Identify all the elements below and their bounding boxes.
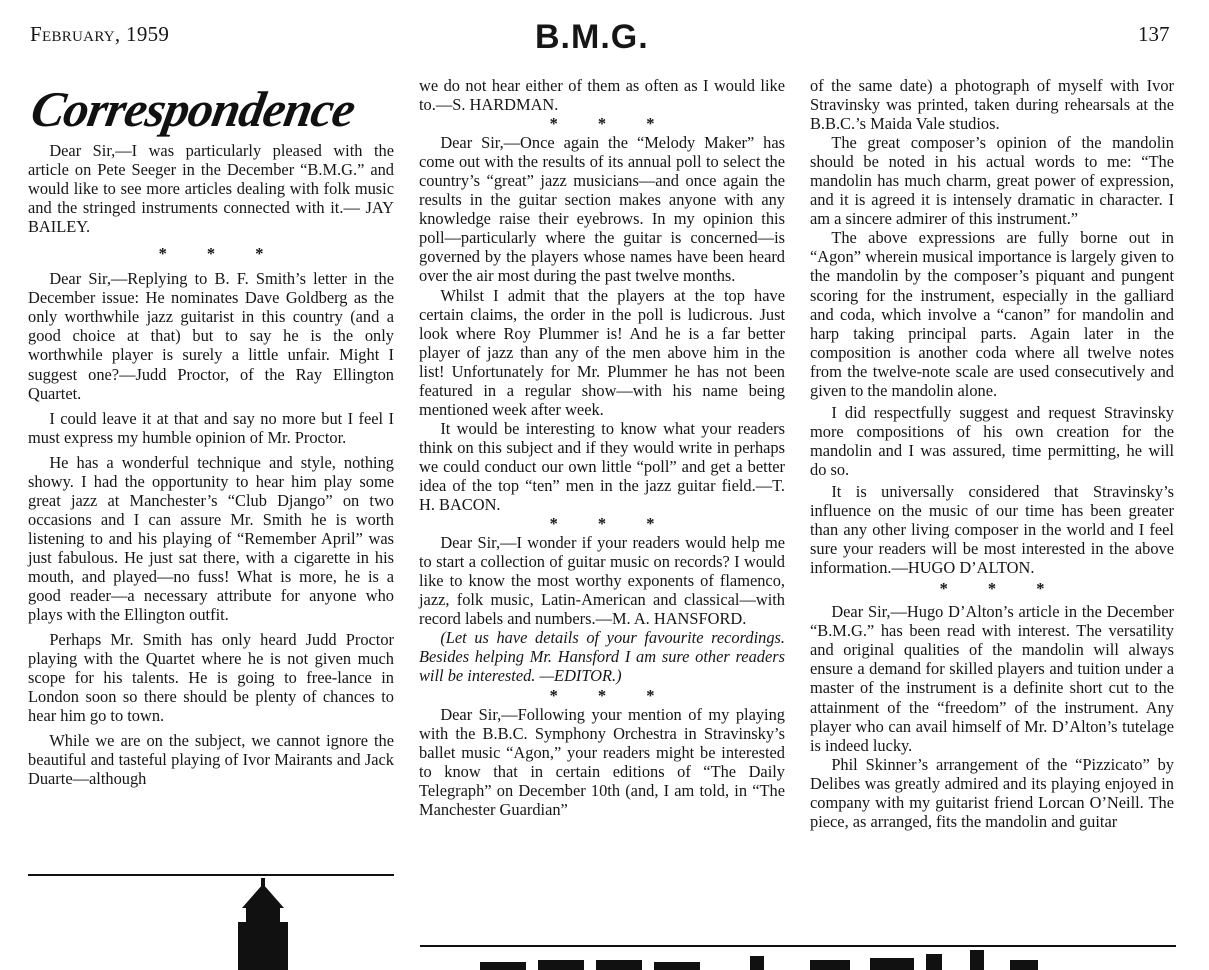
letter-paragraph: Dear Sir,—Following your mention of my playing with the B.B.C. Symphony Orchestra in Stravinsky’s ballet music “Agon,” your readers might be interested to know that in certain editions of “The Daily Telegraph” on December 10th (and, I am told, in “The Manchester Guardian” xyxy=(419,704,785,819)
separator-stars: * * * xyxy=(939,579,1063,599)
magazine-title: B.M.G. xyxy=(535,18,649,56)
letter-paragraph: The great composer’s opinion of the mandolin should be noted in his actual words to me: “The mandolin has much charm, great power of expression, and it is agreed it is intensely dramatic in character. I am a sincere admirer of this instrument.” xyxy=(810,133,1174,229)
separator-stars: * * * xyxy=(549,514,673,534)
letter-paragraph: The above expressions are fully borne out in “Agon” wherein musical importance is largely given to the mandolin by the composer’s piquant and pungent scoring for the instrument, especially in the galliard and coda, which involve a “canon” for mandolin and harp taking principal parts. Again later in the composition is another coda where all twelve notes from the twelve-note scale are used consecutively and given to the mandolin alone. xyxy=(810,228,1174,400)
letter-paragraph: Perhaps Mr. Smith has only heard Judd Proctor playing with the Quartet where he is not given much scope for his talents. He is going to free-lance in London soon so there should be plenty of chances to hear him go to town. xyxy=(28,630,394,726)
separator-stars: * * * xyxy=(549,114,673,134)
separator-stars: * * * xyxy=(158,244,282,264)
letter-paragraph: we do not hear either of them as often as I would like to.—S. HARDMAN. xyxy=(419,76,785,115)
letter-paragraph: Dear Sir,—Hugo D’Alton’s article in the December “B.M.G.” has been read with interest. The versatility and original qualities of the mandolin will always ensure a demand for skilled players and tuition under a master of the instrument is a definite short cut to the attainment of the “freedom” of the instrument. Any player who can avail himself of Mr. D’Alton’s tutelage is indeed lucky. xyxy=(810,602,1174,755)
advert-lettering-graphic xyxy=(450,948,1180,970)
letter-paragraph: Whilst I admit that the players at the top have certain claims, the order in the poll is ludicrous. Just look where Roy Plummer is! And he is a far better player of jazz than any of the men above him in the list! Unfortunately for Mr. Plummer he has not been featured in a regular show—with his name being mentioned week after week. xyxy=(419,285,785,419)
separator-stars: * * * xyxy=(549,685,673,705)
letter-paragraph: I did respectfully suggest and request Stravinsky more compositions of his own creation for the mandolin and I was assured, time permitting, he will do so. xyxy=(810,402,1174,479)
issue-date: February, 1959 xyxy=(30,22,170,46)
letter-paragraph: It is universally considered that Stravinsky’s influence on the music of our time has been greater than any other living composer in the world and I feel sure your readers will be most interested in the above information.—HUGO D’ALTON. xyxy=(810,481,1174,578)
column-3 xyxy=(810,76,1174,831)
correspondence-heading: Correspondence xyxy=(27,81,360,137)
letter-paragraph: Dear Sir,—I wonder if your readers would help me to start a collection of guitar music on records? I would like to know the most worthy exponents of flamenco, jazz, folk music, Latin-American and classical—with record labels and numbers.—M. A. HANSFORD. xyxy=(419,533,785,629)
letter-paragraph: It would be interesting to know what your readers think on this subject and if they would write in perhaps we could conduct our own little “poll” and get a better idea of the top “ten” men in the jazz guitar field.—T. H. BACON. xyxy=(419,418,785,515)
castle-tower-icon xyxy=(232,878,294,970)
letter-paragraph: I could leave it at that and say no more but I feel I must express my humble opinion of Mr. Proctor. xyxy=(28,408,394,447)
editor-note: (Let us have details of your favourite recordings. Besides helping Mr. Hansford I am sure other readers will be interested. —EDITOR.) xyxy=(419,628,785,686)
column-1 xyxy=(28,141,394,789)
letter-paragraph: While we are on the subject, we cannot ignore the beautiful and tasteful playing of Ivor Mairants and Jack Duarte—although xyxy=(28,731,394,789)
letter-paragraph: of the same date) a photograph of myself with Ivor Stravinsky was printed, taken during rehearsals at the B.B.C.’s Maida Vale studios. xyxy=(810,76,1174,134)
letter-paragraph: He has a wonderful technique and style, nothing showy. I had the opportunity to hear him play some great jazz at Manchester’s “Club Django” on two occasions and I can assure Mr. Smith he is worth listening to and his playing of “Remember April” was just fabulous. He just sat there, with a cigarette in his mouth, and played—no fuss! What is more, he is a good reader—a necessary attribute for anyone who plays with the Ellington outfit. xyxy=(28,452,394,625)
letter-paragraph: Dear Sir,—Once again the “Melody Maker” has come out with the results of its annual poll to select the country’s “great” jazz musicians—and once again the results in the guitar section makes anyone with any knowledge raise their eyebrows. In my opinion this poll—particularly where the guitar is concerned—is governed by the players whose names have been heard over the air most during the past twelve months. xyxy=(419,133,785,286)
advert-top-rule xyxy=(420,945,1176,947)
column-1-bottom-rule xyxy=(28,874,394,876)
letter-paragraph: Phil Skinner’s arrangement of the “Pizzicato” by Delibes was greatly admired and its playing enjoyed in company with my guitarist friend Lorcan O’Neill. The piece, as arranged, fits the mandolin and guitar xyxy=(810,754,1174,831)
letter-paragraph: Dear Sir,—I was particularly pleased with the article on Pete Seeger in the December “B.M.G.” and would like to see more articles dealing with folk music and the stringed instruments connected with it.— JAY BAILEY. xyxy=(28,141,394,237)
letter-paragraph: Dear Sir,—Replying to B. F. Smith’s letter in the December issue: He nominates Dave Goldberg as the only worthwhile jazz guitarist in this country (and a good choice at that) but to say he is the only worthwhile player is surely a little unfair. Might I suggest one?—Judd Proctor, of the Ray Ellington Quartet. xyxy=(28,269,394,403)
column-2 xyxy=(419,76,785,819)
page-number: 137 xyxy=(1138,22,1170,46)
